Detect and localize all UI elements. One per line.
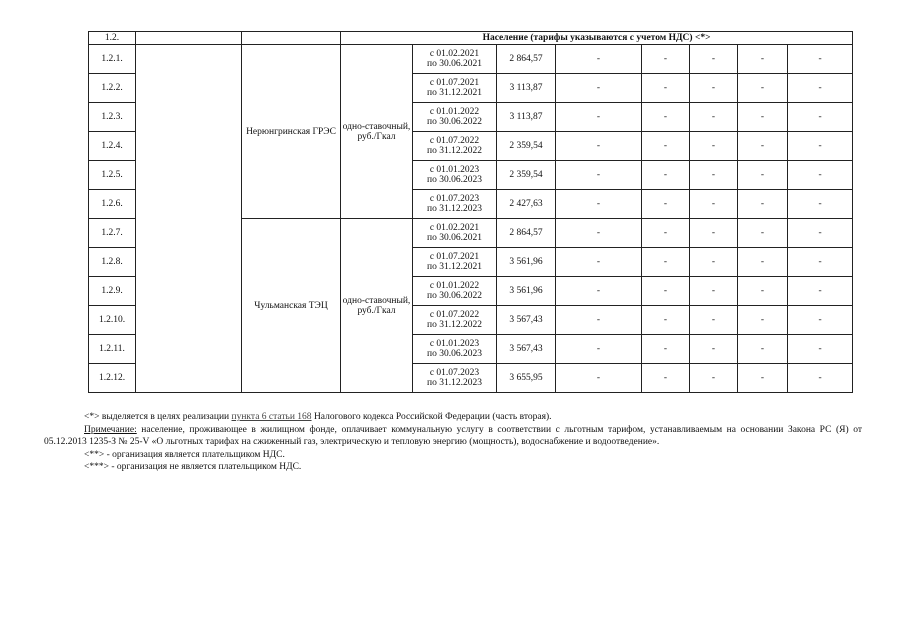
empty-value-dash: -: [556, 248, 642, 277]
row-number: 1.2.11.: [89, 335, 136, 364]
period-cell: [413, 190, 497, 219]
period-to: по 30.06.2023: [427, 175, 482, 185]
empty-value-dash: -: [738, 219, 788, 248]
tariff-value: 2 359,54: [497, 132, 556, 161]
empty-merged-cell: [136, 45, 242, 393]
empty-value-dash: -: [556, 132, 642, 161]
period-to: по 31.12.2021: [427, 88, 482, 98]
empty-value-dash: -: [642, 103, 690, 132]
empty-value-dash: -: [788, 190, 853, 219]
period-from: с 01.02.2021: [429, 49, 480, 59]
empty-value-dash: -: [788, 364, 853, 393]
empty-value-dash: -: [556, 74, 642, 103]
section-number: 1.2.: [89, 32, 136, 45]
period-cell: [413, 364, 497, 393]
period-cell: [413, 248, 497, 277]
empty-value-dash: -: [690, 45, 738, 74]
period-to: по 30.06.2022: [427, 291, 482, 301]
empty-value-dash: -: [788, 219, 853, 248]
period-to: по 31.12.2022: [427, 320, 482, 330]
empty-value-dash: -: [788, 132, 853, 161]
period-cell: [413, 219, 497, 248]
period-cell: [413, 132, 497, 161]
row-number: 1.2.7.: [89, 219, 136, 248]
empty-value-dash: -: [788, 45, 853, 74]
tariff-value: 3 113,87: [497, 74, 556, 103]
period-from: с 01.07.2021: [429, 252, 480, 262]
empty-value-dash: -: [788, 335, 853, 364]
empty-value-dash: -: [642, 74, 690, 103]
empty-value-dash: -: [642, 45, 690, 74]
period-cell: [413, 306, 497, 335]
row-number: 1.2.5.: [89, 161, 136, 190]
period-to: по 30.06.2023: [427, 349, 482, 359]
row-number: 1.2.8.: [89, 248, 136, 277]
tariff-value: 3 561,96: [497, 248, 556, 277]
empty-value-dash: -: [642, 190, 690, 219]
row-number: 1.2.12.: [89, 364, 136, 393]
empty-value-dash: -: [690, 306, 738, 335]
period-to: по 31.12.2023: [427, 204, 482, 214]
period-cell: [413, 335, 497, 364]
empty-value-dash: -: [690, 335, 738, 364]
period-from: с 01.01.2022: [429, 281, 480, 291]
row-number: 1.2.1.: [89, 45, 136, 74]
empty-value-dash: -: [738, 132, 788, 161]
empty-value-dash: -: [556, 45, 642, 74]
period-cell: [413, 45, 497, 74]
empty-value-dash: -: [738, 74, 788, 103]
period-from: с 01.07.2022: [429, 136, 480, 146]
organization-name: Чульманская ТЭЦ: [242, 219, 341, 393]
period-cell: [413, 74, 497, 103]
empty-cell: [136, 32, 242, 45]
empty-value-dash: -: [642, 306, 690, 335]
empty-value-dash: -: [642, 161, 690, 190]
period-cell: [413, 103, 497, 132]
period-from: с 01.07.2023: [429, 194, 480, 204]
empty-value-dash: -: [738, 277, 788, 306]
row-number: 1.2.3.: [89, 103, 136, 132]
footnote-non-vat-payer: <***> - организация не является плательщиком НДС.: [84, 462, 302, 472]
footnote-text: Налогового кодекса Российской Федерации (часть вторая).: [311, 412, 552, 422]
organization-name: Нерюнгринская ГРЭС: [242, 45, 341, 219]
empty-value-dash: -: [788, 161, 853, 190]
note-label: Примечание:: [84, 424, 137, 435]
note-paragraph: [44, 424, 862, 449]
empty-value-dash: -: [738, 248, 788, 277]
footnote-text: <*> выделяется в целях реализации: [84, 412, 232, 422]
tariff-value: 2 359,54: [497, 161, 556, 190]
period-from: с 01.01.2023: [429, 339, 480, 349]
tariff-value: 2 864,57: [497, 45, 556, 74]
empty-value-dash: -: [556, 219, 642, 248]
table-row: [89, 45, 853, 74]
row-number: 1.2.4.: [89, 132, 136, 161]
tariff-value: 3 567,43: [497, 335, 556, 364]
empty-value-dash: -: [690, 248, 738, 277]
empty-value-dash: -: [738, 45, 788, 74]
empty-value-dash: -: [556, 161, 642, 190]
section-title: Население (тарифы указываются с учетом НДС) <*>: [341, 32, 853, 45]
empty-value-dash: -: [556, 277, 642, 306]
empty-value-dash: -: [788, 277, 853, 306]
empty-value-dash: -: [642, 248, 690, 277]
period-to: по 31.12.2022: [427, 146, 482, 156]
empty-value-dash: -: [690, 364, 738, 393]
empty-value-dash: -: [556, 190, 642, 219]
period-to: по 30.06.2021: [427, 233, 482, 243]
period-to: по 31.12.2023: [427, 378, 482, 388]
empty-value-dash: -: [738, 103, 788, 132]
empty-value-dash: -: [738, 364, 788, 393]
period-from: с 01.02.2021: [429, 223, 480, 233]
period-from: с 01.07.2021: [429, 78, 480, 88]
rate-type: одно-ставочный, руб./Гкал: [341, 219, 413, 393]
period-from: с 01.07.2023: [429, 368, 480, 378]
empty-value-dash: -: [690, 132, 738, 161]
empty-value-dash: -: [788, 103, 853, 132]
tax-code-link[interactable]: пункта 6 статьи 168: [231, 412, 312, 422]
footnote-vat: [44, 411, 862, 424]
period-from: с 01.07.2022: [429, 310, 480, 320]
row-number: 1.2.9.: [89, 277, 136, 306]
tariff-value: 2 427,63: [497, 190, 556, 219]
period-to: по 31.12.2021: [427, 262, 482, 272]
empty-value-dash: -: [738, 335, 788, 364]
empty-value-dash: -: [788, 248, 853, 277]
tariff-value: 3 567,43: [497, 306, 556, 335]
empty-value-dash: -: [556, 364, 642, 393]
empty-value-dash: -: [642, 132, 690, 161]
tariff-value: 3 113,87: [497, 103, 556, 132]
period-to: по 30.06.2022: [427, 117, 482, 127]
empty-value-dash: -: [556, 335, 642, 364]
empty-value-dash: -: [738, 161, 788, 190]
tariff-value: 2 864,57: [497, 219, 556, 248]
section-header-row: [89, 32, 853, 45]
empty-value-dash: -: [788, 306, 853, 335]
empty-value-dash: -: [556, 103, 642, 132]
footnote-vat-payer: <**> - организация является плательщиком НДС.: [84, 449, 285, 460]
rate-type: одно-ставочный, руб./Гкал: [341, 45, 413, 219]
footnotes: [44, 411, 862, 474]
row-number: 1.2.10.: [89, 306, 136, 335]
empty-value-dash: -: [738, 190, 788, 219]
empty-value-dash: -: [642, 219, 690, 248]
row-number: 1.2.2.: [89, 74, 136, 103]
empty-value-dash: -: [690, 103, 738, 132]
tariff-value: 3 655,95: [497, 364, 556, 393]
row-number: 1.2.6.: [89, 190, 136, 219]
tariff-table: [88, 31, 853, 393]
empty-value-dash: -: [642, 364, 690, 393]
empty-value-dash: -: [690, 219, 738, 248]
tariff-value: 3 561,96: [497, 277, 556, 306]
period-cell: [413, 277, 497, 306]
empty-value-dash: -: [556, 306, 642, 335]
empty-value-dash: -: [642, 277, 690, 306]
period-to: по 30.06.2021: [427, 59, 482, 69]
empty-value-dash: -: [690, 74, 738, 103]
empty-value-dash: -: [642, 335, 690, 364]
empty-value-dash: -: [738, 306, 788, 335]
empty-cell: [242, 32, 341, 45]
empty-value-dash: -: [690, 161, 738, 190]
period-from: с 01.01.2022: [429, 107, 480, 117]
note-text: население, проживающее в жилищном фонде, оплачивает коммунальную услугу в соответствии с льготным тарифом, устанавливаемым на основании Закона РС (Я) от 05.12.2013 1235-З № 25-V «О льготных тарифах на сжиженный газ, электрическую и тепловую энергию (мощность), водоснабжение и водоотведение».: [44, 424, 862, 447]
period-from: с 01.01.2023: [429, 165, 480, 175]
empty-value-dash: -: [690, 190, 738, 219]
empty-value-dash: -: [690, 277, 738, 306]
empty-value-dash: -: [788, 74, 853, 103]
period-cell: [413, 161, 497, 190]
